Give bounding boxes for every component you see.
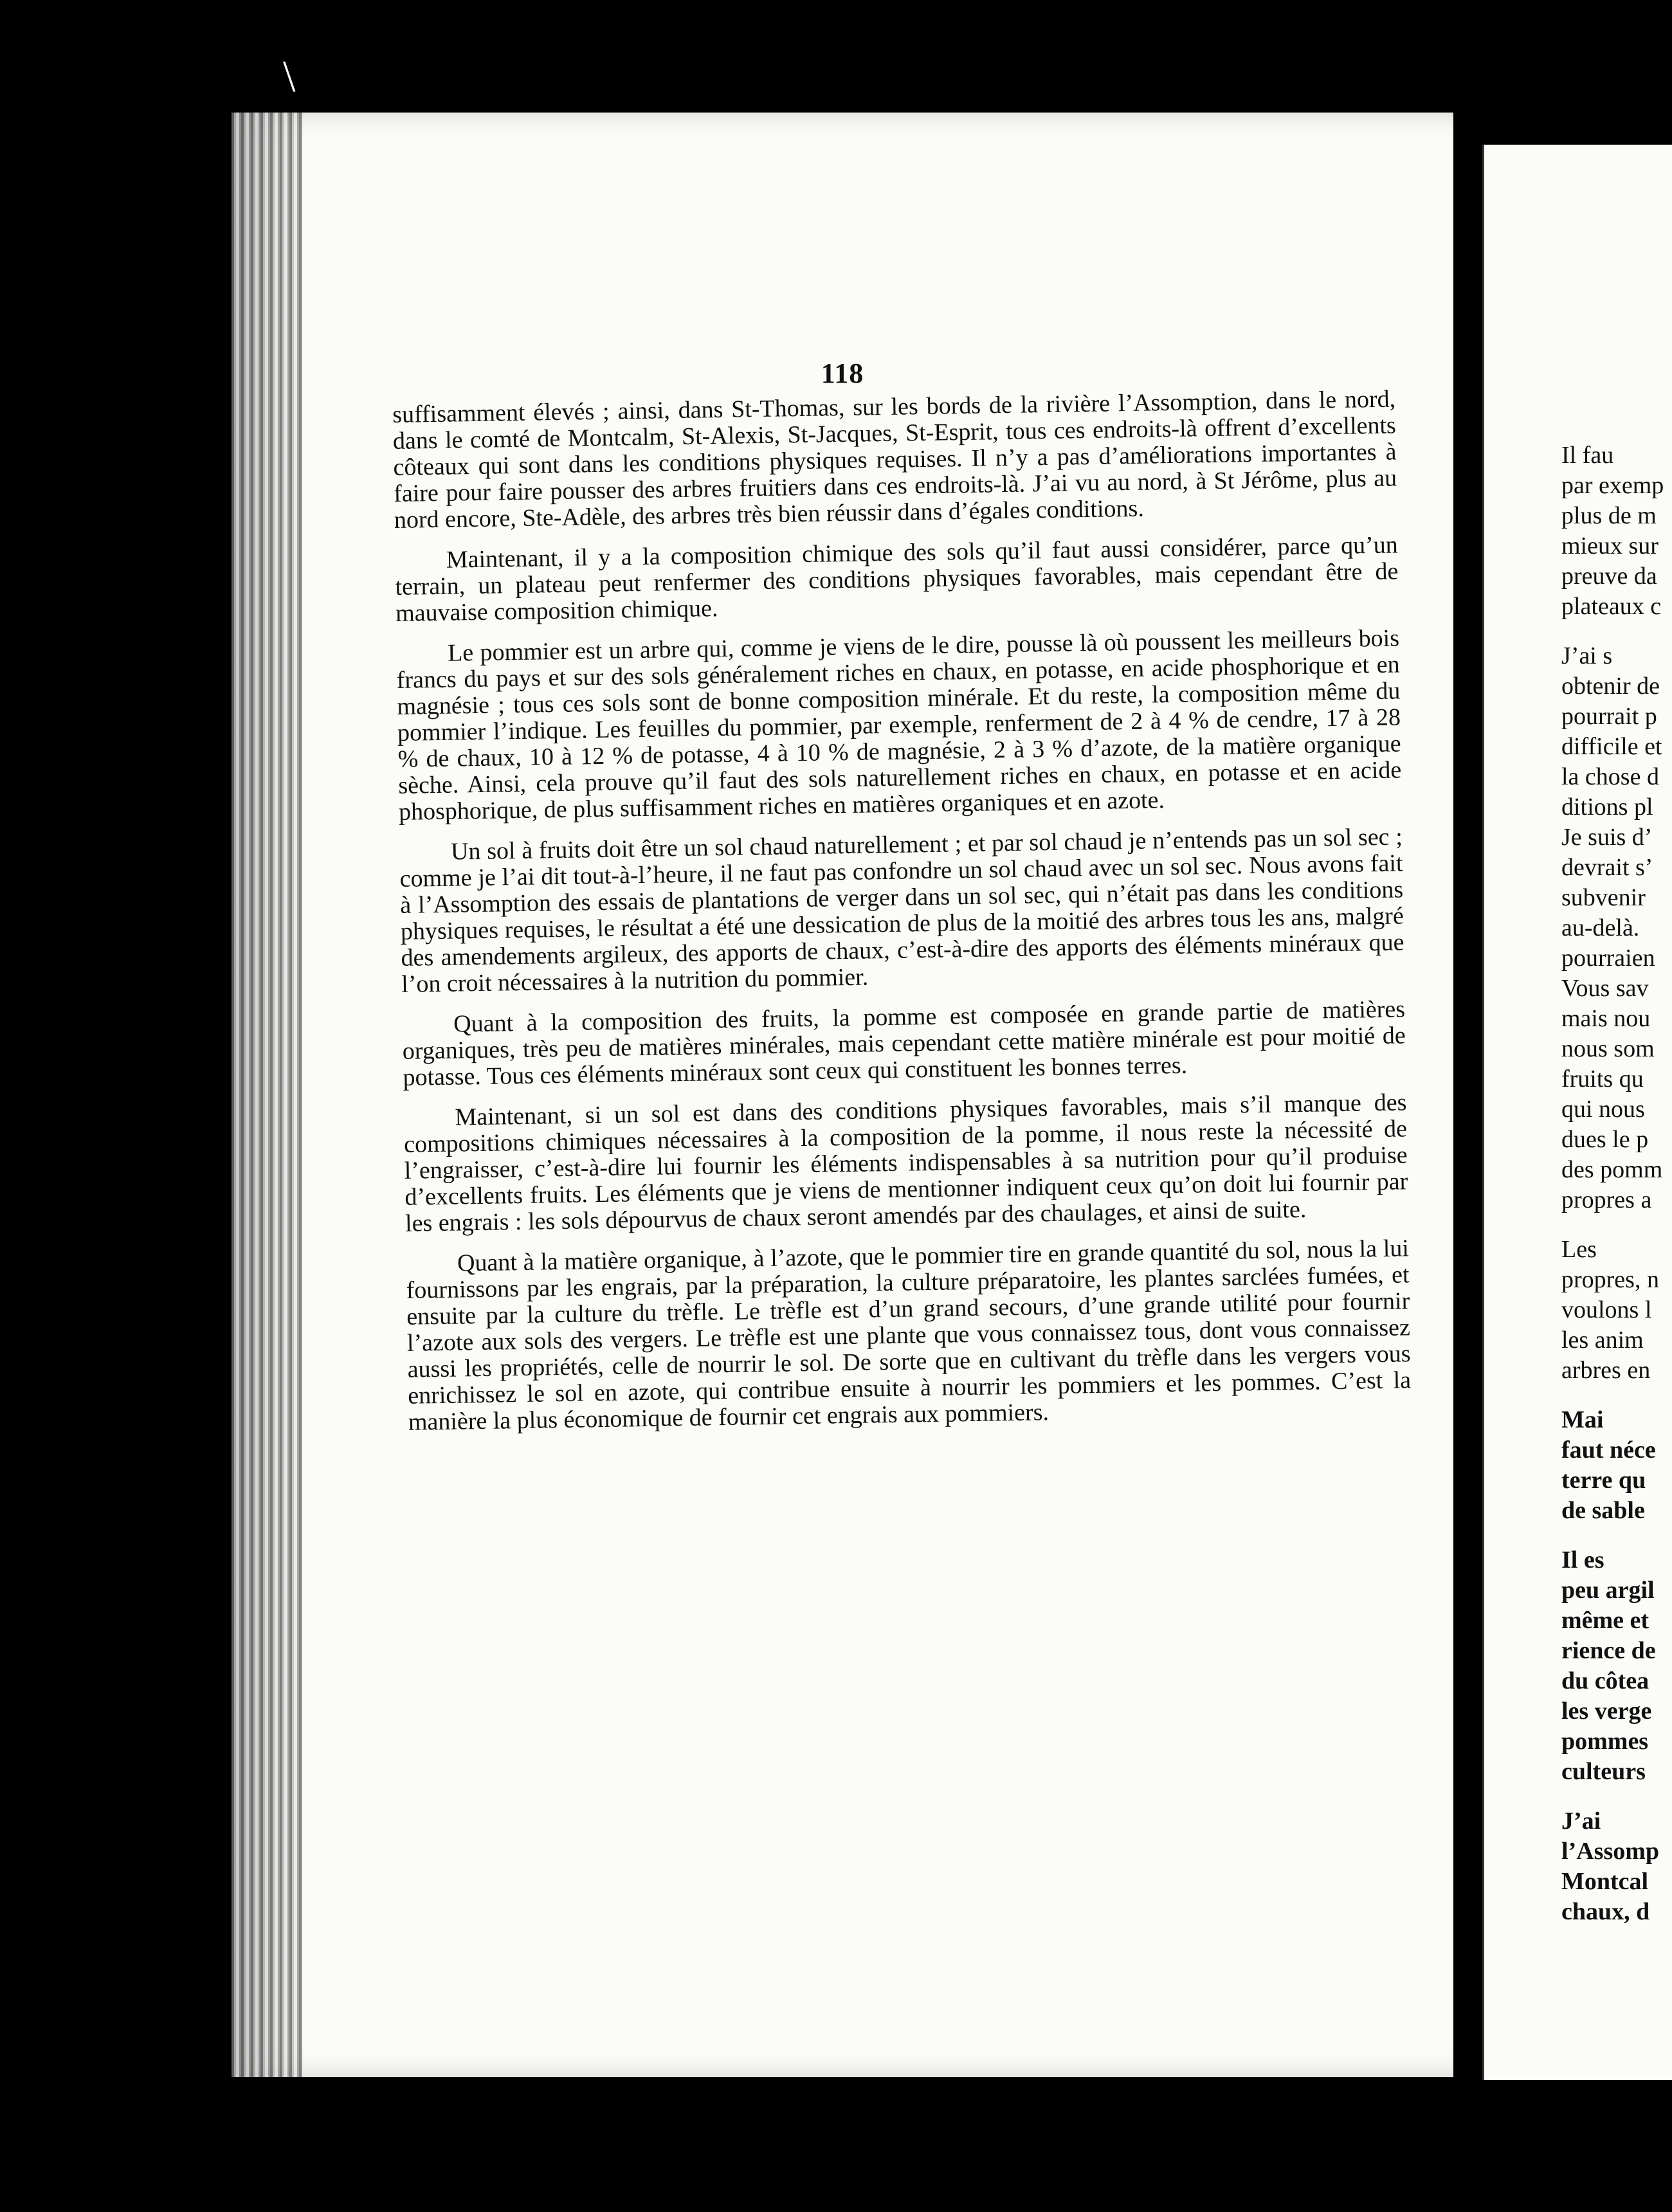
text-line-fragment: par exemp — [1561, 472, 1664, 499]
text-line-fragment: propres, n — [1561, 1266, 1659, 1293]
text-line-fragment: Je suis d’ — [1561, 824, 1653, 851]
text-line-fragment: dues le p — [1561, 1126, 1649, 1153]
text-line-fragment: plateaux c — [1561, 593, 1662, 620]
left-page — [232, 113, 1453, 2077]
text-line-fragment: Il fau — [1561, 442, 1614, 469]
text-line-fragment: propres a — [1561, 1186, 1652, 1213]
paragraph-gap — [1561, 622, 1672, 641]
text-line-fragment: J’ai — [1561, 1808, 1601, 1835]
paragraph: Maintenant, si un sol est dans des conditions physiques favorables, mais s’il manque des compositions chimiques nécessaires à la composition de la pomme, il nous reste la nécessité de l’engraisser, c’est-à-dire lui fournir les éléments indispensables à sa nutrition pour qu’il produise d’excellents fruits. Les éléments que je viens de mentionner indiquent ceux qu’on doit lui fournir par les engrais : les sols dépourvus de chaux seront amendés par des chaulages, et ainsi de suite. — [403, 1089, 1408, 1237]
text-line-fragment: voulons l — [1561, 1296, 1652, 1323]
text-line-fragment: arbres en — [1561, 1357, 1651, 1384]
paragraph-gap — [1561, 1787, 1672, 1806]
text-line-fragment: chaux, d — [1561, 1898, 1650, 1925]
text-line-fragment: peu argil — [1561, 1577, 1655, 1604]
text-line-fragment: subvenir — [1561, 884, 1646, 911]
text-line-fragment: mais nou — [1561, 1005, 1651, 1032]
page-number: 118 — [821, 358, 864, 389]
text-line-fragment: au-delà. — [1561, 914, 1640, 941]
page-body — [392, 386, 1412, 1449]
text-line-fragment: les anim — [1561, 1327, 1644, 1354]
right-page-text — [1561, 440, 1672, 1927]
text-line-fragment: qui nous — [1561, 1096, 1645, 1123]
text-line-fragment: obtenir de — [1561, 673, 1660, 700]
paragraph-continuation: suffisamment élevés ; ainsi, dans St-Thomas, sur les bords de la rivière l’Assomption, dans le nord, dans le comté de Montcalm, St-Alexis, St-Jacques, St-Esprit, tous ces endroits-là offrent d’excellents côteaux qui sont dans les conditions physiques requises. Il n’y a pas d’améliorations importantes à faire pour faire pousser des arbres fruitiers dans ces endroits-là. J’ai vu au nord, à St Jérôme, plus au nord encore, Ste-Adèle, des arbres très bien réussir dans d’égales conditions. — [392, 385, 1397, 534]
text-line-fragment: J’ai s — [1561, 642, 1613, 669]
text-line-fragment: Il es — [1561, 1546, 1604, 1573]
paragraph-gap — [1561, 1386, 1672, 1405]
text-line-fragment: preuve da — [1561, 563, 1657, 590]
text-line-fragment: même et — [1561, 1607, 1649, 1634]
text-line-fragment: devrait s’ — [1561, 854, 1653, 881]
text-line-fragment: pourraien — [1561, 945, 1655, 972]
text-line-fragment: ditions pl — [1561, 793, 1653, 820]
text-line-fragment: mieux sur — [1561, 532, 1658, 559]
right-page — [1482, 145, 1672, 2080]
scan-margin-mark: \ — [283, 52, 296, 102]
text-line-fragment: des pomm — [1561, 1156, 1663, 1183]
text-line-fragment: Mai — [1561, 1406, 1604, 1433]
text-line-fragment: difficile et — [1561, 733, 1662, 760]
paragraph: Le pommier est un arbre qui, comme je viens de le dire, pousse là où poussent les meilleurs bois francs du pays et sur des sols généralement riches en chaux, en potasse, en acide phosphorique et en magnésie ; tous ces sols sont de bonne composition minérale. Et du reste, la composition même du pommier l’indique. Les feuilles du pommier, par exemple, renferment de 2 à 4 % de cendre, 17 à 28 % de chaux, 10 à 12 % de potasse, 4 à 10 % de magnésie, 2 à 3 % d’azote, de la matière organique sèche. Ainsi, cela prouve qu’il faut des sols naturellement riches en chaux, en potasse et en acide phosphorique, de plus suffisamment riches en matières organiques et en azote. — [396, 624, 1402, 826]
paragraph-gap — [1561, 1526, 1672, 1545]
text-line-fragment: du côtea — [1561, 1667, 1649, 1694]
text-line-fragment: les verge — [1561, 1698, 1652, 1725]
paragraph: Maintenant, il y a la composition chimique des sols qu’il faut aussi considérer, parce qu’un terrain, un plateau peut renfermer des conditions physiques favorables, mais cependant être de mauvaise composition chimique. — [395, 531, 1399, 627]
text-line-fragment: Les — [1561, 1236, 1597, 1263]
text-line-fragment: Montcal — [1561, 1868, 1649, 1895]
text-line-fragment: plus de m — [1561, 502, 1657, 529]
text-line-fragment: pourrait p — [1561, 703, 1657, 730]
paragraph-gap — [1561, 1215, 1672, 1235]
text-line-fragment: fruits qu — [1561, 1065, 1644, 1092]
text-line-fragment: Vous sav — [1561, 975, 1649, 1002]
paragraph: Un sol à fruits doit être un sol chaud naturellement ; et par sol chaud je n’entends pas un sol sec ; comme je l’ai dit tout-à-l’heure, il ne faut pas confondre un sol chaud avec un sol sec. Nous avons fait à l’Assomption des essais de plantations de verger dans un sol sec, qui n’était pas dans les conditions physiques requises, le résultat a été une dessication de plus de la moitié des arbres tous les ans, malgré des amendements argileux, des apports de chaux, c’est-à-dire des apports des éléments minéraux que l’on croit nécessaires à la nutrition du pommier. — [399, 823, 1404, 998]
paragraph: Quant à la matière organique, à l’azote, que le pommier tire en grande quantité du sol, nous la lui fournissons par les engrais, par la préparation, la culture préparatoire, les plantes sarclées fumées, et ensuite par la culture du trèfle. Le trèfle est d’un grand secours, d’une grande utilité pour fournir l’azote aux sols des vergers. Le trèfle est une plante que vous connaissez tous, dont vous connaissez aussi les propriétés, celle de nourrir le sol. De sorte que en cultivant du trèfle dans les vergers vous enrichissez le sol en azote, qui contribue ensuite à nourrir les pommiers et les pommes. C’est la manière la plus économique de fournir cet engrais aux pommiers. — [406, 1235, 1412, 1436]
text-line-fragment: culteurs — [1561, 1758, 1646, 1785]
text-line-fragment: de sable — [1561, 1497, 1645, 1524]
paragraph: Quant à la composition des fruits, la pomme est composée en grande partie de matières organiques, très peu de matières minérales, mais cependant cette matière minérale est pour moitié de potasse. Tous ces éléments minéraux sont ceux qui constituent les bonnes terres. — [402, 995, 1406, 1091]
text-line-fragment: terre qu — [1561, 1467, 1646, 1494]
text-line-fragment: rience de — [1561, 1637, 1656, 1664]
text-line-fragment: l’Assomp — [1561, 1838, 1660, 1865]
text-line-fragment: pommes — [1561, 1728, 1649, 1755]
text-line-fragment: la chose d — [1561, 763, 1659, 790]
text-line-fragment: faut néce — [1561, 1437, 1656, 1464]
text-line-fragment: nous som — [1561, 1035, 1655, 1062]
